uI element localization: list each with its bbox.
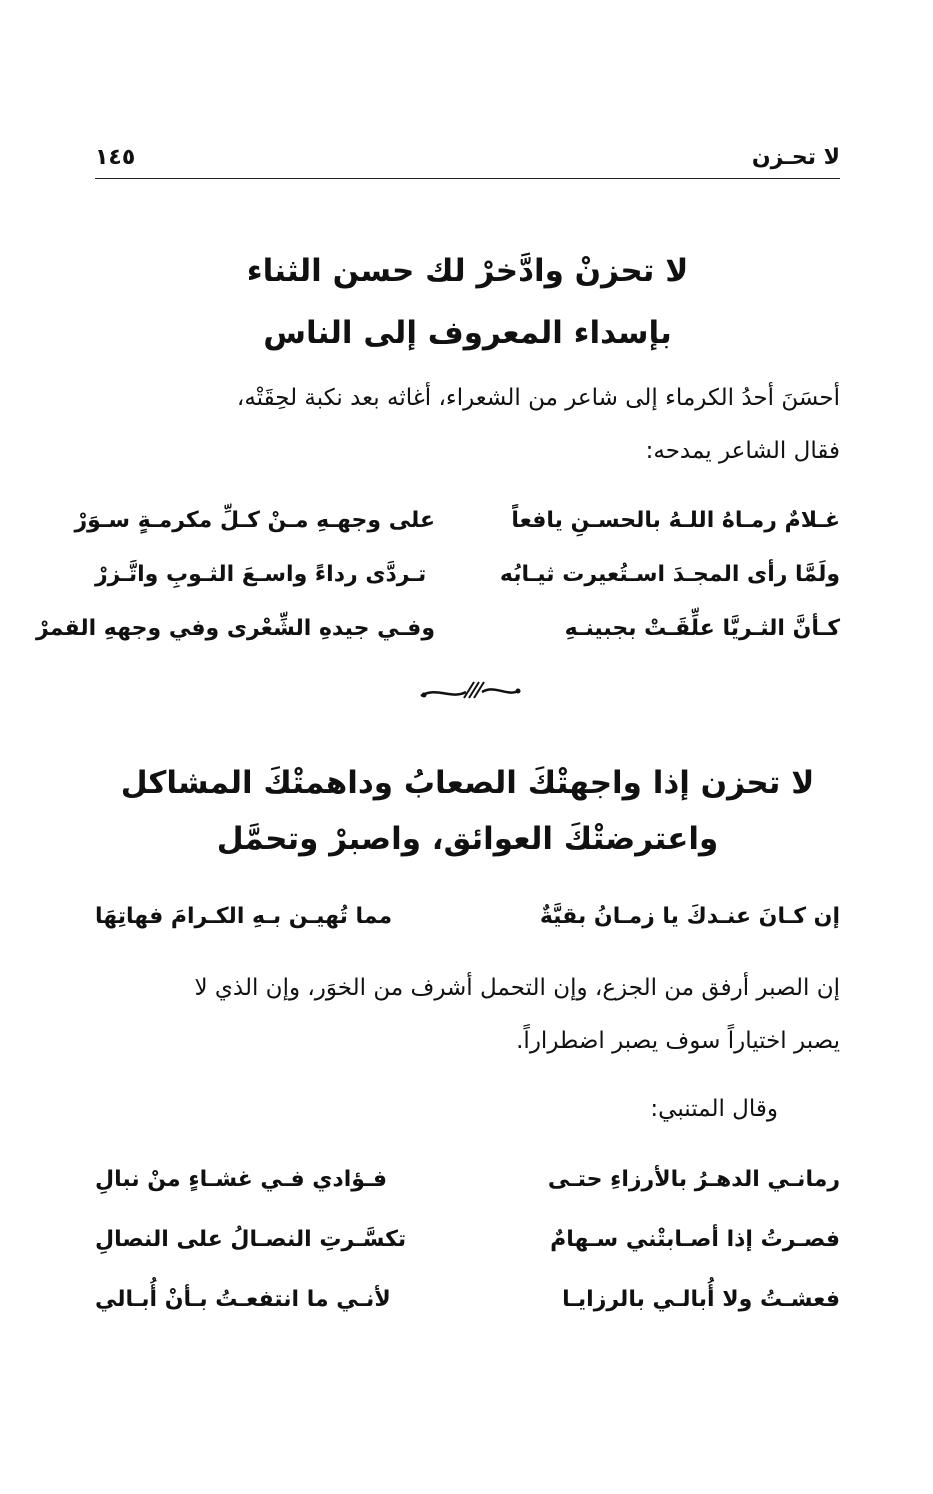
verse-second-hemistich: وفـي جيدهِ الشِّعْرى وفي وجههِ القمرْ: [36, 616, 435, 641]
section1-title-line2: بإسداء المعروف إلى الناس: [263, 315, 672, 351]
section1-poem: [36, 494, 840, 656]
verse-first-hemistich: كـأنَّ الثـريَّا علِّقَـتْ بجبينـهِ: [564, 616, 840, 641]
verse-row: [74, 494, 840, 548]
verse-row: [95, 1153, 840, 1213]
verse-first-hemistich: ولَمَّا رأى المجـدَ اسـتُعيرت ثيـابُه: [499, 562, 840, 587]
verse-second-hemistich: على وجهـهِ مـنْ كـلِّ مكرمـةٍ سـوَرْ: [74, 508, 435, 533]
verse-row: [95, 890, 840, 944]
section2-title-line2: واعترضتْكَ العوائق، واصبرْ وتحمَّل: [216, 821, 719, 857]
verse-row: [36, 602, 840, 656]
section2-para-line2: يصبر اختياراً سوف يصبر اضطراراً.: [516, 1028, 840, 1054]
verse-second-hemistich: مما تُهيـن بـهِ الكـرامَ فهاتِهَا: [95, 904, 393, 929]
page-number: ١٤٥: [95, 145, 136, 170]
verse-second-hemistich: فـؤادي فـي غشـاءٍ منْ نبالِ: [95, 1167, 387, 1192]
section1-intro-line1: أحسَنَ أحدُ الكرماء إلى شاعر من الشعراء، أغاثه بعد نكبة لحِقَتْه،: [236, 385, 840, 411]
verse-second-hemistich: لأنـي ما انتفعـتُ بـأنْ أُبـالي: [95, 1287, 391, 1312]
verse-first-hemistich: فعشـتُ ولا أُبالـي بالرزايـا: [562, 1287, 840, 1312]
header-divider: [95, 178, 840, 179]
verse-first-hemistich: إن كـانَ عنـدكَ يا زمـانُ بقيَّةٌ: [539, 904, 840, 929]
verse-row: [95, 548, 840, 602]
verse-first-hemistich: فصـرتُ إذا أصـابتْني سـهامٌ: [550, 1227, 840, 1252]
section2-poem: [95, 1153, 840, 1333]
verse-row: [95, 1273, 840, 1333]
section2-title-line1: لا تحزن إذا واجهتْكَ الصعابُ وداهمتْكَ المشاكل: [120, 765, 815, 801]
verse-first-hemistich: رمانـي الدهـرُ بالأرزاءِ حتـى: [547, 1167, 840, 1192]
section1-intro-line2: فقال الشاعر يمدحه:: [645, 438, 840, 464]
verse-first-hemistich: غـلامٌ رمـاهُ اللـهُ بالحسـنِ يافعاً: [511, 508, 840, 533]
running-header: [95, 145, 840, 177]
section1-title-line1: لا تحزنْ وادَّخرْ لك حسن الثناء: [246, 253, 689, 289]
section2-verse: [95, 890, 840, 944]
verse-second-hemistich: تكسَّـرتِ النصـالُ على النصالِ: [95, 1227, 407, 1252]
divider-ornament-icon: [416, 676, 526, 706]
book-title: لا تحـزن: [751, 145, 840, 170]
section2-para-line1: إن الصبر أرفق من الجزع، وإن التحمل أشرف من الخوَر، وإن الذي لا: [194, 975, 840, 1001]
verse-second-hemistich: تـردَّى رداءً واسـعَ الثـوبِ واتَّـزرْ: [95, 562, 427, 587]
quote-intro: وقال المتنبي:: [650, 1096, 778, 1122]
verse-row: [95, 1213, 840, 1273]
